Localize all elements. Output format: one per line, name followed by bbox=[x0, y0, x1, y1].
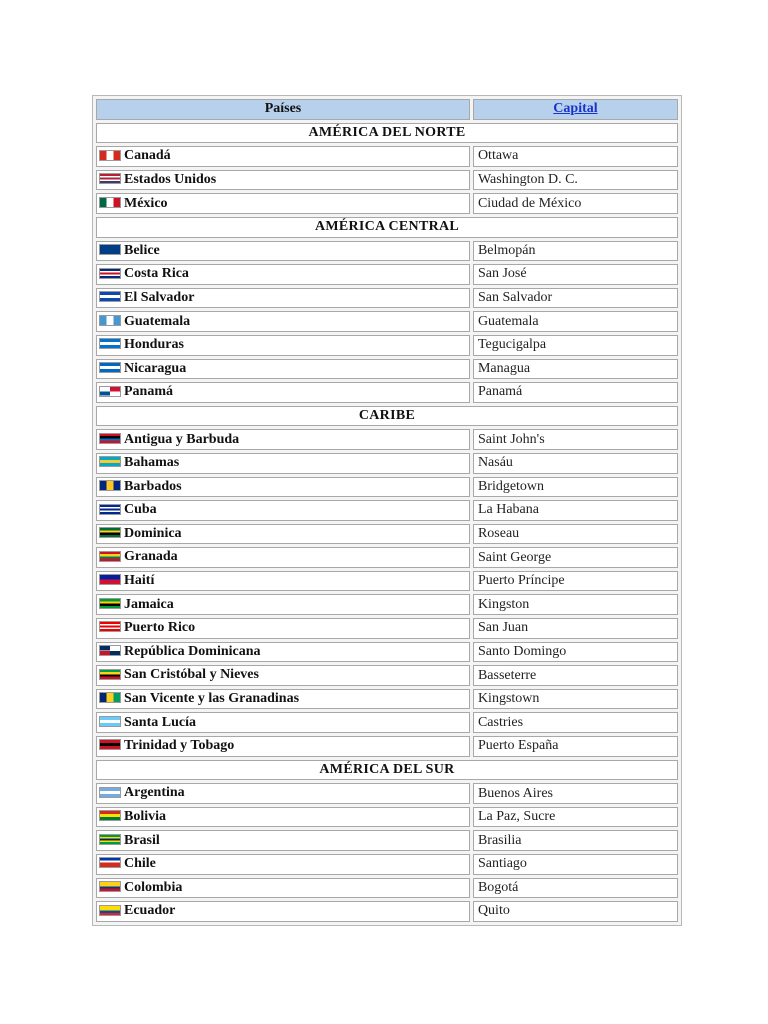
countries-capitals-table bbox=[92, 95, 682, 926]
capital-cell: San Salvador bbox=[473, 288, 678, 309]
table-row bbox=[96, 311, 678, 332]
country-cell bbox=[96, 712, 470, 733]
country-cell bbox=[96, 477, 470, 498]
section-header-row bbox=[96, 123, 678, 144]
country-name: Haití bbox=[124, 573, 155, 589]
country-cell bbox=[96, 689, 470, 710]
table-row bbox=[96, 571, 678, 592]
table-row bbox=[96, 170, 678, 191]
country-name: Guatemala bbox=[124, 313, 191, 329]
capital-column-header[interactable] bbox=[473, 99, 678, 120]
capital-cell: Kingston bbox=[473, 594, 678, 615]
country-name: Bolivia bbox=[124, 809, 167, 824]
honduras-flag-icon bbox=[99, 338, 121, 349]
capital-cell: Nasáu bbox=[473, 453, 678, 474]
country-name: Bahamas bbox=[124, 455, 180, 471]
table-row bbox=[96, 594, 678, 615]
belize-flag-icon bbox=[99, 244, 121, 255]
country-name: Panamá bbox=[124, 384, 173, 400]
table-row bbox=[96, 524, 678, 545]
country-name: Belice bbox=[124, 242, 160, 258]
table-row bbox=[96, 712, 678, 733]
country-name: Argentina bbox=[124, 785, 185, 801]
region-heading: AMÉRICA DEL SUR bbox=[96, 760, 678, 781]
country-cell bbox=[96, 335, 470, 356]
table-row bbox=[96, 264, 678, 285]
table-row bbox=[96, 830, 678, 851]
capital-cell: Buenos Aires bbox=[473, 783, 678, 804]
trinidad-flag-icon bbox=[99, 739, 121, 750]
table-row bbox=[96, 547, 678, 568]
nicaragua-flag-icon bbox=[99, 362, 121, 373]
table-row bbox=[96, 241, 678, 262]
country-name: Brasil bbox=[124, 832, 160, 848]
country-cell bbox=[96, 854, 470, 875]
country-cell bbox=[96, 311, 470, 332]
table-row bbox=[96, 783, 678, 804]
table-row bbox=[96, 146, 678, 167]
brazil-flag-icon bbox=[99, 834, 121, 845]
capital-sort-link[interactable]: Capital bbox=[553, 101, 598, 117]
table-row bbox=[96, 429, 678, 450]
capital-cell: Saint John's bbox=[473, 429, 678, 450]
panama-flag-icon bbox=[99, 386, 121, 397]
capital-cell: Panamá bbox=[473, 382, 678, 403]
jamaica-flag-icon bbox=[99, 598, 121, 609]
colombia-flag-icon bbox=[99, 881, 121, 892]
capital-cell: Basseterre bbox=[473, 665, 678, 686]
table-row bbox=[96, 665, 678, 686]
capital-cell: Guatemala bbox=[473, 311, 678, 332]
canada-flag-icon bbox=[99, 150, 121, 161]
country-cell bbox=[96, 359, 470, 380]
capital-cell: Tegucigalpa bbox=[473, 335, 678, 356]
capital-cell: Managua bbox=[473, 359, 678, 380]
capital-cell: Ottawa bbox=[473, 146, 678, 167]
capital-cell: Santiago bbox=[473, 854, 678, 875]
country-cell bbox=[96, 665, 470, 686]
country-cell bbox=[96, 500, 470, 521]
country-cell bbox=[96, 146, 470, 167]
country-cell bbox=[96, 170, 470, 191]
table-row bbox=[96, 359, 678, 380]
country-cell bbox=[96, 264, 470, 285]
country-name: Dominica bbox=[124, 525, 182, 541]
capital-cell: Saint George bbox=[473, 547, 678, 568]
country-name: Honduras bbox=[124, 337, 184, 353]
table-row bbox=[96, 382, 678, 403]
capital-cell: Bridgetown bbox=[473, 477, 678, 498]
barbados-flag-icon bbox=[99, 480, 121, 491]
country-cell bbox=[96, 594, 470, 615]
country-name: República Dominicana bbox=[124, 643, 261, 659]
country-name: México bbox=[124, 195, 168, 211]
table-row bbox=[96, 500, 678, 521]
country-cell bbox=[96, 382, 470, 403]
mexico-flag-icon bbox=[99, 197, 121, 208]
capital-cell: Ciudad de México bbox=[473, 193, 678, 214]
country-name: Canadá bbox=[124, 148, 171, 164]
country-name: San Vicente y las Granadinas bbox=[124, 691, 300, 707]
country-name: El Salvador bbox=[124, 289, 195, 305]
country-name: Costa Rica bbox=[124, 266, 189, 282]
country-cell bbox=[96, 878, 470, 899]
dominican-republic-flag-icon bbox=[99, 645, 121, 656]
country-name: Estados Unidos bbox=[124, 171, 217, 187]
country-cell bbox=[96, 453, 470, 474]
table-row bbox=[96, 453, 678, 474]
region-heading: CARIBE bbox=[96, 406, 678, 427]
capital-cell: Castries bbox=[473, 712, 678, 733]
country-cell bbox=[96, 547, 470, 568]
capital-cell: Puerto España bbox=[473, 736, 678, 757]
saint-vincent-flag-icon bbox=[99, 692, 121, 703]
table-row bbox=[96, 477, 678, 498]
antigua-flag-icon bbox=[99, 433, 121, 444]
table-row bbox=[96, 807, 678, 828]
country-name: Ecuador bbox=[124, 903, 176, 919]
capital-cell: Belmopán bbox=[473, 241, 678, 262]
country-name: Cuba bbox=[124, 502, 157, 518]
countries-column-header: Países bbox=[96, 99, 470, 120]
bolivia-flag-icon bbox=[99, 810, 121, 821]
section-header-row bbox=[96, 217, 678, 238]
country-name: Nicaragua bbox=[124, 360, 187, 376]
country-cell bbox=[96, 830, 470, 851]
table-body bbox=[96, 123, 678, 922]
country-cell bbox=[96, 288, 470, 309]
country-name: Chile bbox=[124, 856, 156, 872]
costa-rica-flag-icon bbox=[99, 268, 121, 279]
section-header-row bbox=[96, 760, 678, 781]
country-cell bbox=[96, 241, 470, 262]
chile-flag-icon bbox=[99, 857, 121, 868]
haiti-flag-icon bbox=[99, 574, 121, 585]
bahamas-flag-icon bbox=[99, 456, 121, 467]
country-name: Jamaica bbox=[124, 596, 174, 612]
country-cell bbox=[96, 783, 470, 804]
table-row bbox=[96, 878, 678, 899]
capital-cell: Brasilia bbox=[473, 830, 678, 851]
saint-kitts-flag-icon bbox=[99, 669, 121, 680]
capital-cell: Puerto Príncipe bbox=[473, 571, 678, 592]
country-name: Trinidad y Tobago bbox=[124, 738, 235, 754]
table-row bbox=[96, 854, 678, 875]
capital-cell: La Paz, Sucre bbox=[473, 807, 678, 828]
table-row bbox=[96, 736, 678, 757]
grenada-flag-icon bbox=[99, 551, 121, 562]
dominica-flag-icon bbox=[99, 527, 121, 538]
country-name: San Cristóbal y Nieves bbox=[124, 667, 259, 683]
country-cell bbox=[96, 571, 470, 592]
capital-cell: Washington D. C. bbox=[473, 170, 678, 191]
argentina-flag-icon bbox=[99, 787, 121, 798]
country-name: Granada bbox=[124, 549, 178, 565]
table-row bbox=[96, 288, 678, 309]
capital-cell: La Habana bbox=[473, 500, 678, 521]
capital-cell: Bogotá bbox=[473, 878, 678, 899]
country-name: Puerto Rico bbox=[124, 620, 196, 636]
country-name: Antigua y Barbuda bbox=[124, 431, 240, 447]
ecuador-flag-icon bbox=[99, 905, 121, 916]
capital-cell: Kingstown bbox=[473, 689, 678, 710]
el-salvador-flag-icon bbox=[99, 291, 121, 302]
table-row bbox=[96, 642, 678, 663]
section-header-row bbox=[96, 406, 678, 427]
region-heading: AMÉRICA DEL NORTE bbox=[96, 123, 678, 144]
usa-flag-icon bbox=[99, 173, 121, 184]
capital-cell: San Juan bbox=[473, 618, 678, 639]
capital-cell: Roseau bbox=[473, 524, 678, 545]
table-row bbox=[96, 618, 678, 639]
cuba-flag-icon bbox=[99, 504, 121, 515]
table-row bbox=[96, 335, 678, 356]
country-name: Santa Lucía bbox=[124, 714, 196, 730]
capital-cell: Santo Domingo bbox=[473, 642, 678, 663]
country-name: Barbados bbox=[124, 478, 182, 494]
countries-capitals-table-container bbox=[92, 95, 682, 931]
saint-lucia-flag-icon bbox=[99, 716, 121, 727]
country-cell bbox=[96, 807, 470, 828]
guatemala-flag-icon bbox=[99, 315, 121, 326]
capital-cell: Quito bbox=[473, 901, 678, 922]
table-row bbox=[96, 901, 678, 922]
capital-cell: San José bbox=[473, 264, 678, 285]
country-name: Colombia bbox=[124, 879, 183, 895]
country-cell bbox=[96, 618, 470, 639]
country-cell bbox=[96, 642, 470, 663]
country-cell bbox=[96, 736, 470, 757]
country-cell bbox=[96, 524, 470, 545]
country-cell bbox=[96, 193, 470, 214]
country-cell bbox=[96, 901, 470, 922]
country-cell bbox=[96, 429, 470, 450]
table-row bbox=[96, 193, 678, 214]
table-header-row bbox=[96, 99, 678, 120]
table-row bbox=[96, 689, 678, 710]
puerto-rico-flag-icon bbox=[99, 621, 121, 632]
region-heading: AMÉRICA CENTRAL bbox=[96, 217, 678, 238]
